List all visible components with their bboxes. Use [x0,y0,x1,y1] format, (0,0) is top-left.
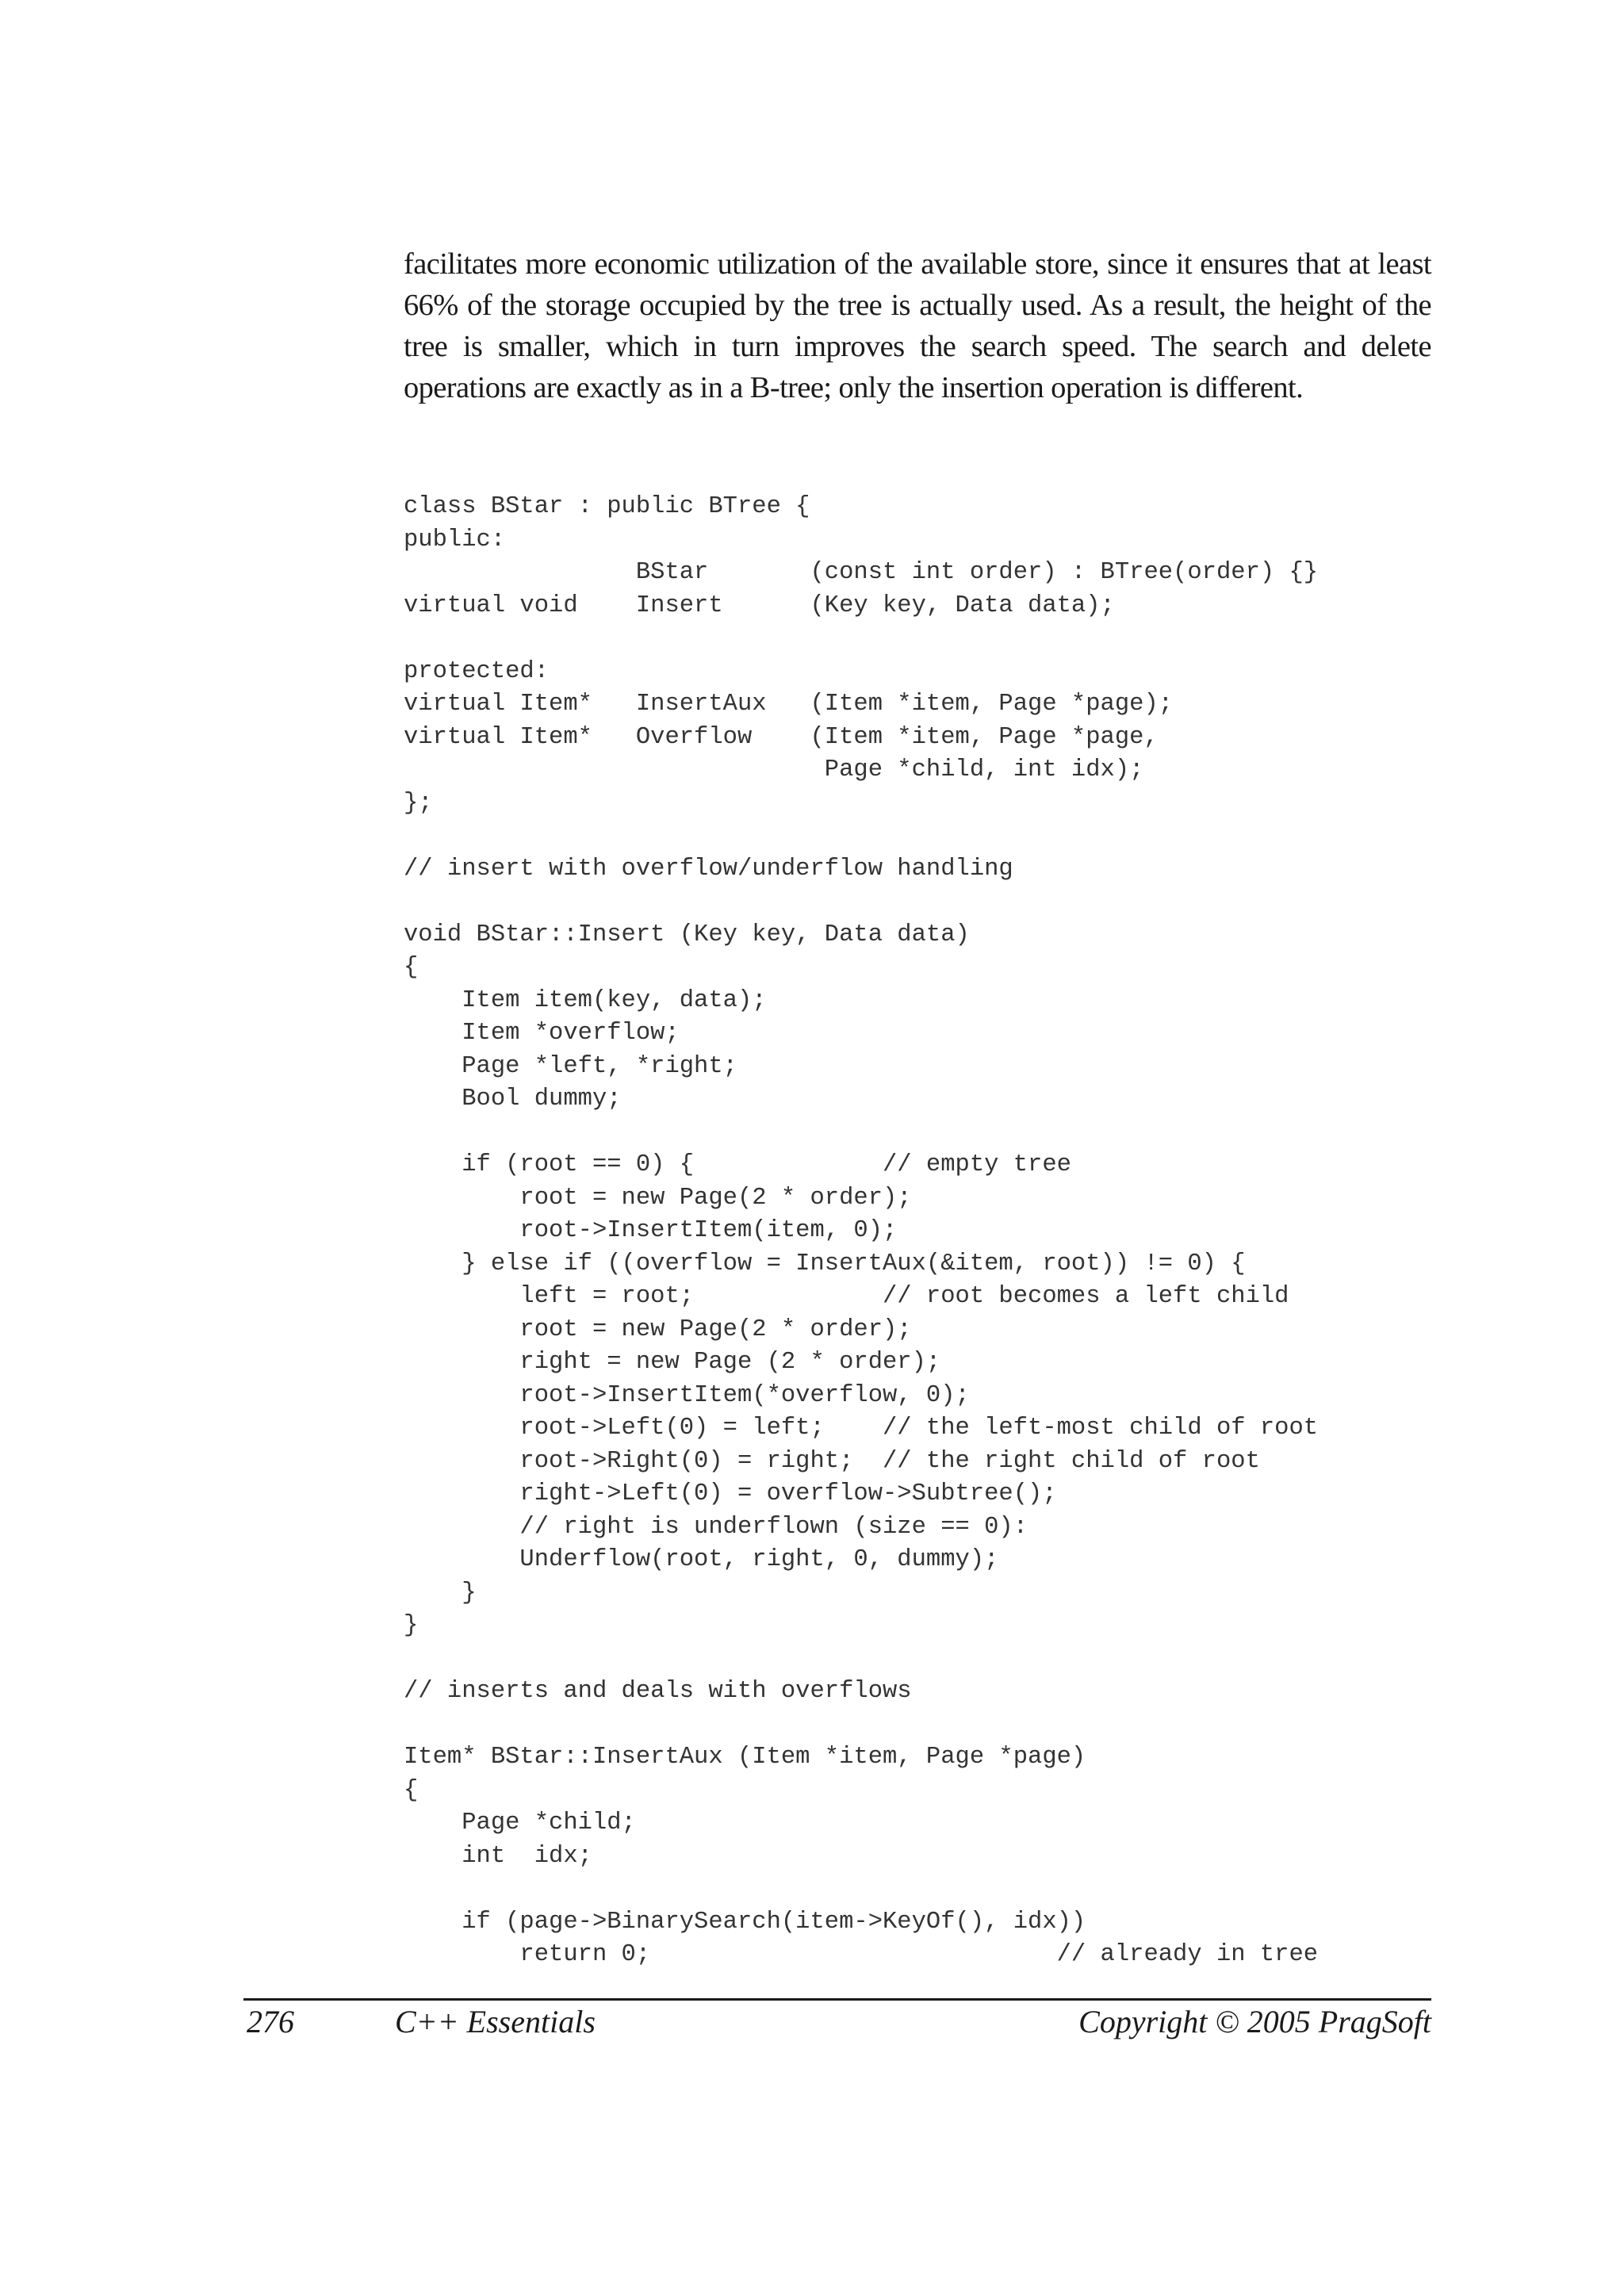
code-line: Page *child; [404,1810,636,1836]
code-line: root->InsertItem(*overflow, 0); [404,1381,970,1409]
code-line: int idx; [404,1842,592,1870]
code-line: void BStar::Insert (Key key, Data data) [404,921,970,948]
code-line: return 0; // already in tree [404,1941,1319,1968]
book-title: C++ Essentials [395,2004,596,2039]
code-line: { [404,1776,419,1804]
code-line: } else if ((overflow = InsertAux(&item, root)) != 0) { [404,1250,1246,1277]
code-line: protected: [404,657,550,685]
code-line: left = root; // root becomes a left child [404,1283,1289,1310]
code-line: virtual Item* Overflow (Item *item, Page *page, [404,723,1159,751]
code-line: virtual Item* InsertAux (Item *item, Page *page); [404,691,1174,718]
code-line: root->InsertItem(item, 0); [404,1217,898,1244]
code-line: // inserts and deals with overflows [404,1678,912,1705]
code-line: root = new Page(2 * order); [404,1184,912,1212]
code-line: Item *overflow; [404,1020,680,1047]
body-paragraph: facilitates more economic utilization of the available store, since it ensures that at least 66% of the storage occupied by the tree is actually used. As a result, the height of the tree is smaller, which in turn improves the search speed. The search and delete operations are exactly as in a B-tree; only the insertion operation is different. [404,247,1431,404]
code-line: } [404,1612,419,1639]
code-line: Underflow(root, right, 0, dummy); [404,1546,999,1573]
copyright-notice: Copyright © 2005 PragSoft [1078,2004,1431,2039]
code-line: Item item(key, data); [404,986,767,1014]
code-line: Page *child, int idx); [404,756,1144,783]
code-line: } [404,1579,477,1607]
page-number: 276 [247,2004,294,2039]
code-line: virtual void Insert (Key key, Data data); [404,592,1115,619]
code-line: root->Right(0) = right; // the right child of root [404,1447,1260,1475]
code-line: Item* BStar::InsertAux (Item *item, Page *page) [404,1744,1086,1771]
code-line: BStar (const int order) : BTree(order) {} [404,559,1319,586]
code-line: }; [404,789,433,817]
code-listing [404,491,1318,1972]
code-line: Page *left, *right; [404,1052,737,1080]
code-line: { [404,954,419,981]
code-line: right = new Page (2 * order); [404,1349,941,1376]
code-line: root = new Page(2 * order); [404,1316,912,1343]
footer-rule [243,1998,1431,2001]
code-line: if (page->BinarySearch(item->KeyOf(), idx)) [404,1908,1086,1936]
code-line: right->Left(0) = overflow->Subtree(); [404,1480,1057,1507]
code-line: // insert with overflow/underflow handling [404,855,1013,883]
code-line: public: [404,526,506,553]
code-line: if (root == 0) { // empty tree [404,1151,1071,1178]
code-line: root->Left(0) = left; // the left-most child of root [404,1415,1319,1442]
code-line: // right is underflown (size == 0): [404,1513,1028,1541]
code-line: Bool dummy; [404,1086,622,1113]
code-line: class BStar : public BTree { [404,493,810,520]
